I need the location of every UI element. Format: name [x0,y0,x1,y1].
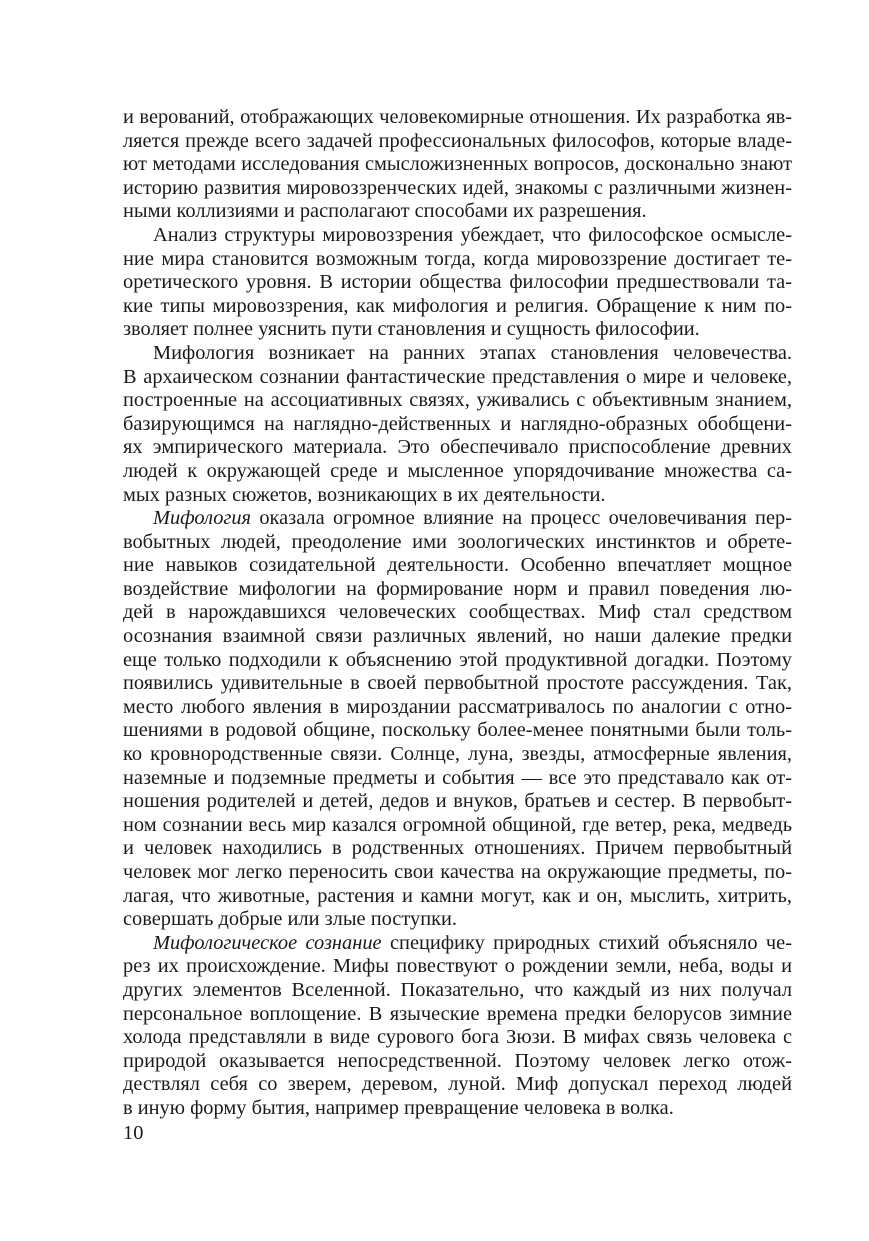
text-line: дествлял себя со зверем, деревом, луной. Миф допускал переход людей [123,1073,792,1096]
page-number: 10 [123,1122,144,1144]
text-line: дей в нарождавшихся человеческих сообществах. Миф стал средством [123,601,792,624]
text-line: ными коллизиями и располагают способами их разрешения. [123,200,647,223]
text-line: ном сознании весь мир казался огромной общиной, где ветер, река, медведь [123,813,792,836]
italic-term: Мифологическое сознание [153,931,382,954]
text-line: Анализ структуры мировоззрения убеждает, что философское осмысле- [153,223,792,246]
text-line: Мифология возникает на ранних этапах становления человечества. [153,341,792,364]
text-line: ко кровнородственные связи. Солнце, луна, звезды, атмосферные явления, [123,743,792,766]
text-line: и верований, отображающих человекомирные отношения. Их разработка яв- [123,106,792,128]
text-line: историю развития мировоззренческих идей, знакомы с различными жизнен- [123,176,792,199]
text-line: ют методами исследования смысложизненных вопросов, досконально знают [123,153,792,176]
text-line: рез их происхождение. Мифы повествуют о рождении земли, неба, воды и [123,955,792,978]
text-line: вобытных людей, преодоление ими зоологических инстинктов и обрете- [123,530,792,553]
paragraph [123,224,792,342]
text-line: оретического уровня. В истории общества философии предшествовали та- [123,271,792,294]
paragraph [123,507,792,932]
text-line: лагая, что животные, растения и камни могут, как и он, мыслить, хитрить, [123,884,792,907]
text-line: ношения родителей и детей, дедов и внуков, братьев и сестер. В первобыт- [123,790,792,813]
text-line: совершать добрые или злые поступки. [123,908,458,931]
paragraph [123,106,792,224]
text-line: других элементов Вселенной. Показательно, что каждый из них получал [123,978,792,1001]
text-line: людей к окружающей среде и мысленное упорядочивание множества са- [123,459,792,482]
text-line: В архаическом сознании фантастические представления о мире и человеке, [123,365,792,388]
page-body [123,106,792,1121]
text-line: место любого явления в мироздании рассматривалось по аналогии с отно- [123,695,792,718]
text-line: ние мира становится возможным тогда, когда мировоззрение достигает те- [123,247,792,270]
text-segment: оказала огромное влияние на процесс очеловечивания пер- [251,507,792,530]
text-line: наземные и подземные предметы и события — все это представало как от- [123,766,792,789]
text-line: персональное воплощение. В языческие времена предки белорусов зимние [123,1002,792,1025]
paragraph [123,342,792,507]
text-segment: специфику природных стихий объясняло че- [381,931,792,954]
text-line: ях эмпирического материала. Это обеспечивало приспособление древних [123,436,792,459]
text-line: кие типы мировоззрения, как мифология и религия. Обращение к ним по- [123,294,792,317]
text-line: ние навыков созидательной деятельности. Особенно впечатляет мощное [123,554,792,577]
text-line: зволяет полнее уяснить пути становления и сущность философии. [123,318,700,341]
text-line: шениями в родовой общине, поскольку более-менее понятными были толь- [123,719,792,742]
text-line: мых разных сюжетов, возникающих в их деятельности. [123,483,606,506]
text-line [123,932,792,956]
paragraph [123,932,792,1121]
text-line [123,507,792,531]
text-line: человек мог легко переносить свои качества на окружающие предметы, по- [123,861,792,883]
text-line: в иную форму бытия, например превращение человека в волка. [123,1096,674,1119]
text-line: холода представляли в виде сурового бога Зюзи. В мифах связь человека с [123,1026,792,1049]
text-line: и человек находились в родственных отношениях. Причем первобытный [123,837,792,860]
text-line: воздействие мифологии на формирование норм и правил поведения лю- [123,577,792,600]
text-line: ляется прежде всего задачей профессиональных философов, которые владе- [123,129,792,152]
text-line: базирующимся на наглядно-действенных и наглядно-образных обобщени- [123,412,792,435]
text-line: появились удивительные в своей первобытной простоте рассуждения. Так, [123,672,792,695]
text-line: построенные на ассоциативных связях, уживались с объективным знанием, [123,389,792,412]
italic-term: Мифология [153,507,252,530]
text-line: природой оказывается непосредственной. Поэтому человек легко отож- [123,1049,792,1072]
text-line: осознания взаимной связи различных явлений, но наши далекие предки [123,625,792,648]
text-line: еще только подходили к объяснению этой продуктивной догадки. Поэтому [123,648,792,671]
